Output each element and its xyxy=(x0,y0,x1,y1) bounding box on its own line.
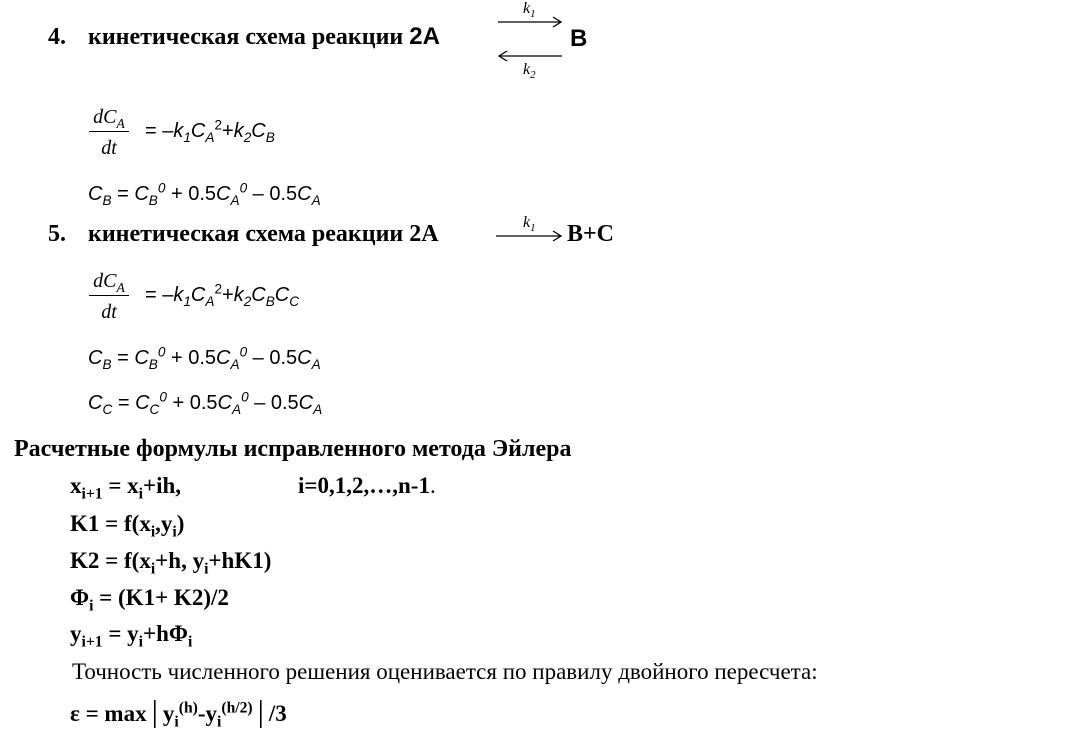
reversible-arrow-icon xyxy=(494,14,566,64)
section-4-reactant: 2A xyxy=(409,23,440,50)
section-4-derivative: $dC_A$ dt xyxy=(89,104,129,161)
section-5-number: 5. xyxy=(48,221,66,247)
section-5-heading xyxy=(48,221,439,248)
euler-phi: $\Phi_i = (K1+ K2)/2$ xyxy=(70,585,229,615)
section-5-k-forward: $k_1$ xyxy=(523,214,536,235)
section-5-reactant: 2A xyxy=(409,221,439,247)
section-5-derivative: $dC_A$ dt xyxy=(89,268,129,325)
euler-title: Расчетные формулы исправленного метода Эйлера xyxy=(14,436,572,462)
euler-i-range: i=0,1,2,…,n-1. xyxy=(298,473,436,498)
forward-arrow-icon xyxy=(494,228,566,244)
section-5-title: кинетическая схема реакции xyxy=(88,221,404,247)
euler-x-next: $x_{i+1} = x_i+ih$, xyxy=(70,473,182,503)
section-4-rate-equation: = $-k_1C_A^2+k_2C_B$ xyxy=(145,117,275,145)
euler-epsilon: $\varepsilon = \max│y_i^{(h)}-y_i^{(h/2)}│/3$ xyxy=(70,699,287,731)
section-5-rate-equation: = $-k_1C_A^2+k_2C_BC_C$ xyxy=(145,281,300,309)
section-4-product: B xyxy=(570,25,588,52)
euler-k1: $K1 = f(x_i,y_i)$ xyxy=(70,511,185,541)
section-4-title: кинетическая схема реакции xyxy=(88,24,404,50)
section-4-heading xyxy=(48,23,440,51)
section-4-k-back: $k_2$ xyxy=(523,61,536,82)
section-5-products: B+C xyxy=(567,221,615,247)
euler-k2: $K2 = f(x_i+h$, $y_i+hK1$) xyxy=(70,548,272,578)
section-5-cc-equation: $C_C = C_C^0 + 0.5C_A^0 - 0.5C_A$ xyxy=(88,389,323,417)
accuracy-note: Точность численного решения оценивается по правилу двойного пересчета: xyxy=(72,659,818,684)
section-4-number: 4. xyxy=(48,24,66,50)
euler-y-next: $y_{i+1} = y_i+h\Phi_i$ xyxy=(70,621,193,651)
section-4-cb-equation: $C_B = C_B^0 + 0.5C_A^0 - 0.5C_A$ xyxy=(88,180,321,208)
section-4-k-forward: $k_1$ xyxy=(523,0,536,21)
section-5-cb-equation: $C_B = C_B^0 + 0.5C_A^0 - 0.5C_A$ xyxy=(88,344,321,372)
